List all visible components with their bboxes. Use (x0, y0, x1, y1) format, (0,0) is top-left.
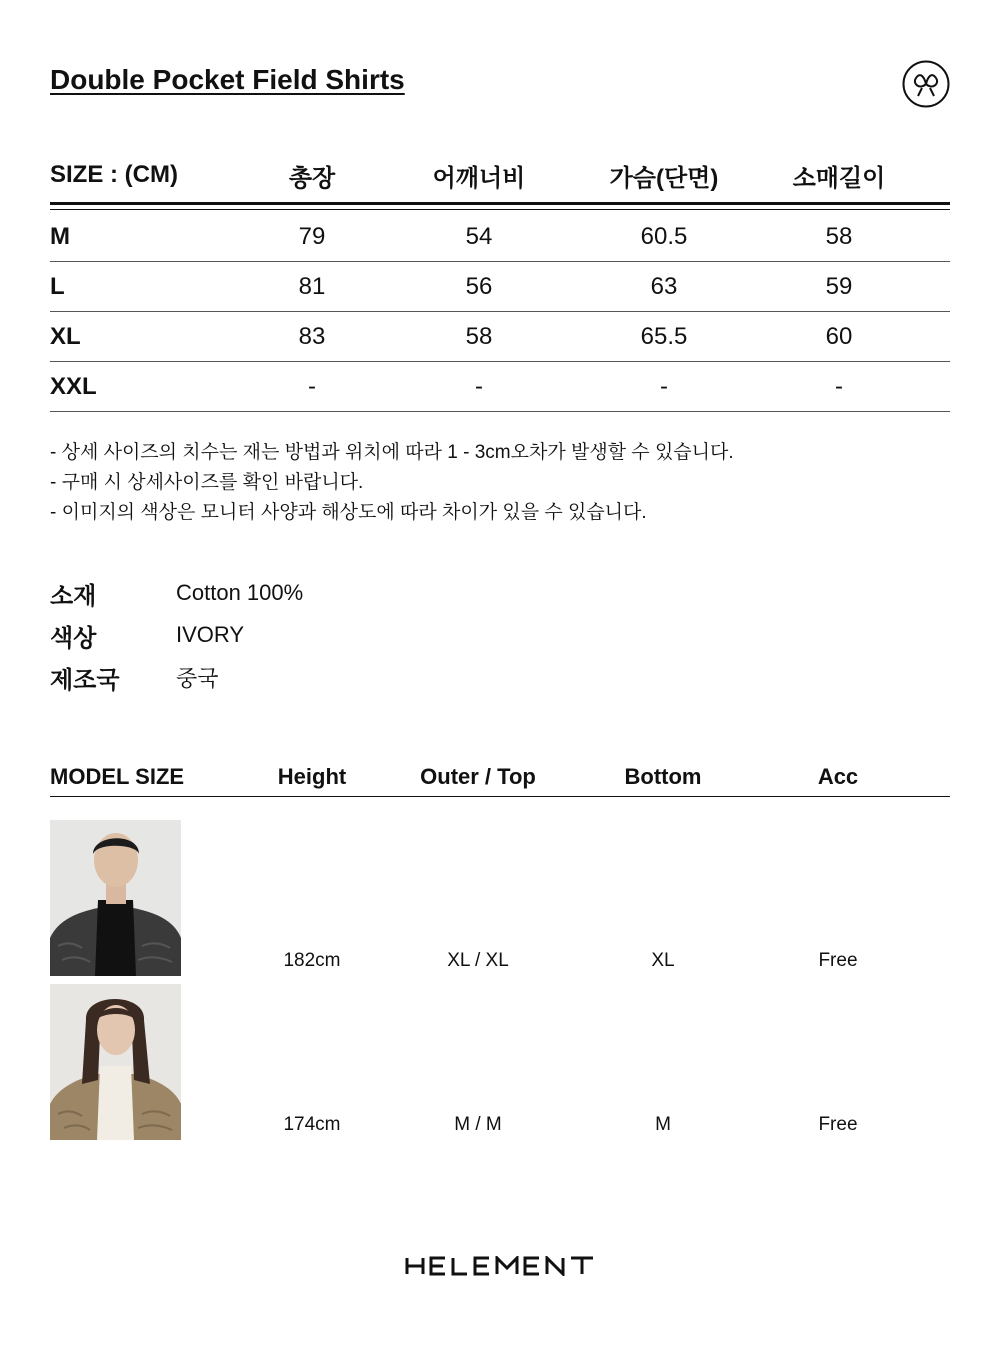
model-photo-female (50, 984, 250, 1140)
model-header-cell: MODEL SIZE (50, 764, 185, 789)
female-model-image (50, 984, 181, 1140)
size-header-cell: 총장 (288, 164, 336, 192)
table-row (50, 262, 950, 312)
spec-row-origin (50, 656, 303, 698)
model-height: 182cm (283, 950, 341, 971)
size-value: - (660, 372, 668, 400)
spec-value: Cotton 100% (176, 580, 304, 605)
model-header-cell: Acc (817, 764, 859, 789)
size-value: - (835, 372, 843, 400)
spec-value: 중국 (176, 665, 219, 691)
size-label: XXL (50, 372, 97, 400)
note-line: - 이미지의 색상은 모니터 사양과 해상도에 따라 차이가 있을 수 있습니다. (50, 502, 647, 523)
model-row-male (50, 820, 950, 984)
size-value: - (475, 372, 483, 400)
model-acc: Free (818, 1114, 858, 1135)
size-value: 56 (465, 272, 493, 300)
table-row (50, 212, 950, 262)
size-table (50, 148, 950, 412)
spec-key: 소재 (50, 582, 97, 610)
spec-row-material (50, 572, 303, 614)
model-row-female (50, 984, 950, 1148)
male-model-image (50, 820, 181, 976)
size-value: 59 (825, 272, 853, 300)
size-value: 65.5 (640, 322, 688, 350)
table-row (50, 362, 950, 412)
size-header-cell: 가슴(단면) (609, 164, 719, 192)
size-value: 63 (650, 272, 678, 300)
model-size-table (50, 758, 950, 1148)
model-header-cell: Bottom (624, 764, 702, 789)
size-value: 54 (465, 222, 493, 250)
spec-key: 색상 (50, 624, 97, 652)
size-value: 79 (298, 222, 326, 250)
spec-key: 제조국 (50, 666, 120, 694)
size-label: M (50, 222, 70, 250)
spec-value: IVORY (176, 622, 245, 647)
product-title: Double Pocket Field Shirts (50, 64, 405, 95)
model-header-cell: Height (277, 764, 347, 789)
brand-emblem-icon (902, 60, 950, 108)
size-header-cell: 어깨너비 (432, 164, 526, 192)
size-value: 81 (298, 272, 326, 300)
size-table-header (50, 148, 950, 205)
size-header-cell: SIZE : (CM) (50, 161, 178, 188)
size-value: 60 (825, 322, 853, 350)
model-outer-top: XL / XL (447, 950, 509, 971)
size-label: L (50, 272, 65, 300)
size-value: 58 (825, 222, 853, 250)
table-row (50, 312, 950, 362)
model-photo-male (50, 820, 250, 976)
spec-row-color (50, 614, 303, 656)
size-value: 60.5 (640, 222, 688, 250)
model-header-cell: Outer / Top (420, 764, 536, 789)
model-bottom: M (655, 1114, 671, 1135)
model-table-header (50, 758, 950, 797)
note-line: - 구매 시 상세사이즈를 확인 바랍니다. (50, 472, 364, 493)
model-acc: Free (818, 950, 858, 971)
size-label: XL (50, 322, 81, 350)
note-line: - 상세 사이즈의 치수는 재는 방법과 위치에 따라 1 - 3cm오차가 발생할 수 있습니다. (50, 442, 734, 463)
model-bottom: XL (651, 950, 675, 971)
size-notes (50, 438, 734, 528)
size-value: 83 (298, 322, 326, 350)
helement-logo (405, 1256, 595, 1276)
size-value: 58 (465, 322, 493, 350)
size-header-cell: 소매길이 (792, 164, 886, 192)
model-height: 174cm (283, 1114, 341, 1135)
model-outer-top: M / M (454, 1114, 502, 1135)
product-specs (50, 572, 303, 698)
size-value: - (308, 372, 316, 400)
